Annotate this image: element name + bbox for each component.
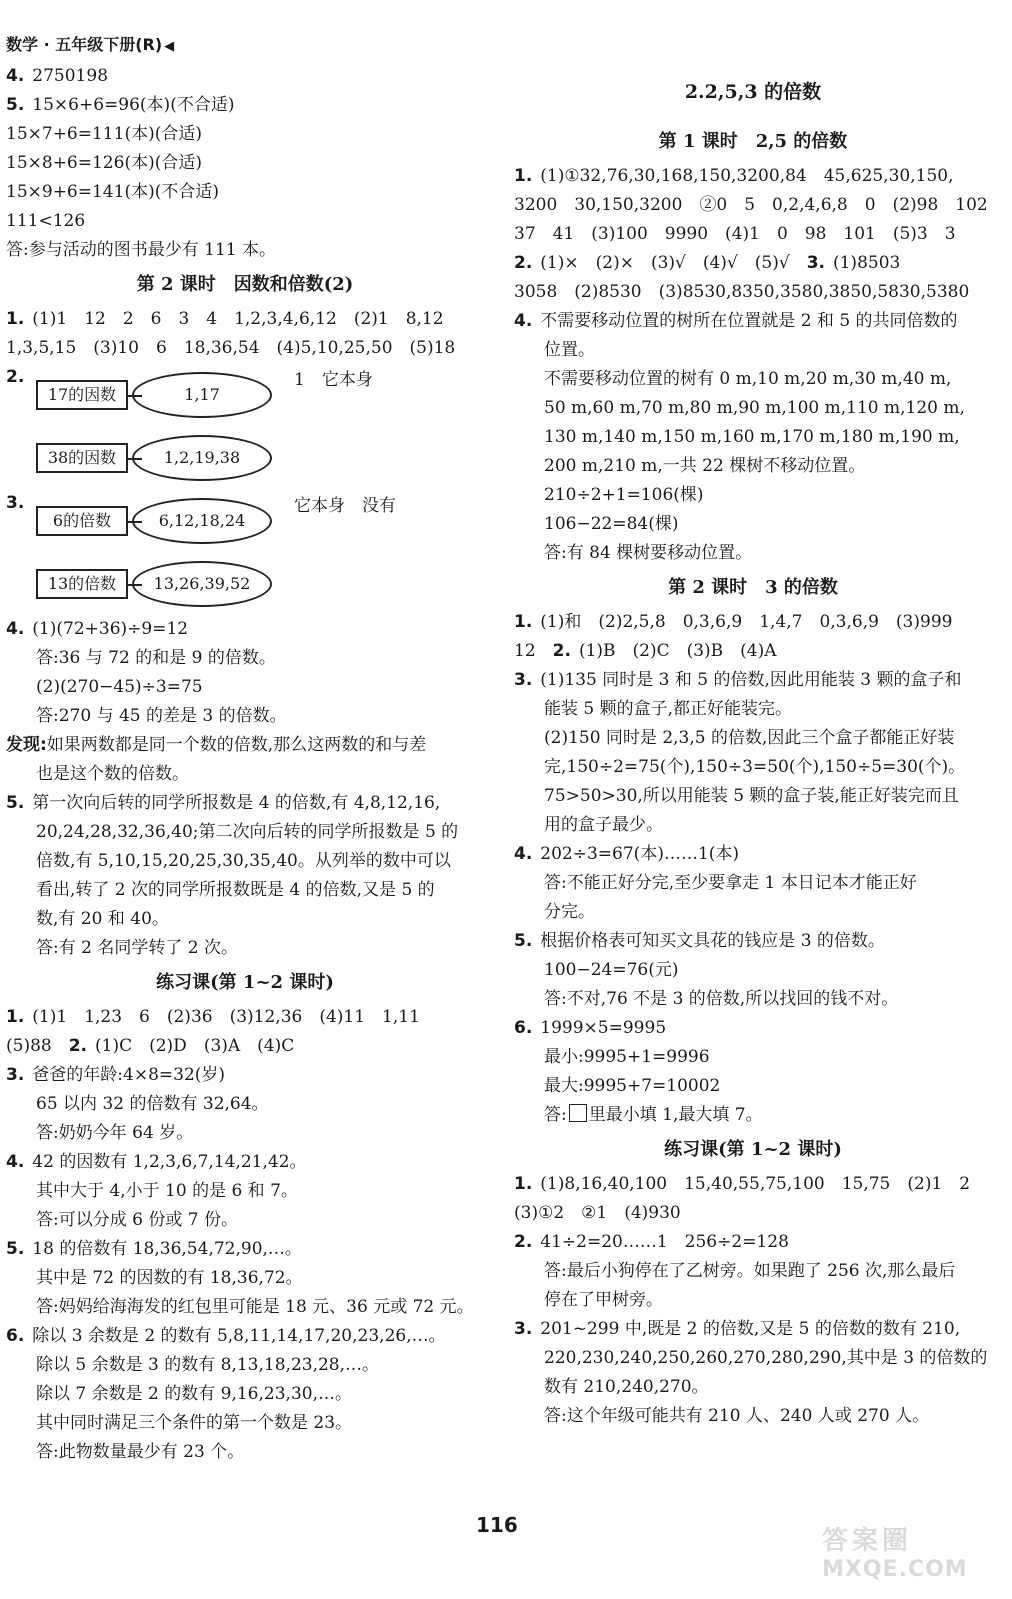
answer-line xyxy=(514,1228,992,1257)
answer-oval: 1,2,19,38 xyxy=(132,435,272,481)
answer-text: 1,3,5,15 (3)10 6 18,36,54 (4)5,10,25,50 (5)18 xyxy=(6,338,456,358)
question-number: 4. xyxy=(6,619,25,639)
answer-line xyxy=(514,539,992,568)
label-bold: 发现: xyxy=(6,735,47,755)
answer-line xyxy=(6,1206,484,1235)
answer-line xyxy=(6,1061,484,1090)
answer-text: 1999×5=9995 xyxy=(540,1018,667,1038)
answer-line xyxy=(6,1177,484,1206)
answer-text: (1)B (2)C (3)B (4)A xyxy=(578,641,777,661)
answer-text: 111<126 xyxy=(6,211,86,231)
answers-block xyxy=(6,305,484,363)
answer-text: 不需要移动位置的树所在位置就是 2 和 5 的共同倍数的 xyxy=(540,311,958,331)
answer-line xyxy=(514,423,992,452)
answer-text: (1)①32,76,30,168,150,3200,84 45,625,30,150, xyxy=(540,166,954,186)
answer-line xyxy=(6,1235,484,1264)
answer-text: 最小:9995+1=9996 xyxy=(544,1047,710,1067)
question-number: 5. xyxy=(6,793,25,813)
lesson-heading: 第 1 课时 2,5 的倍数 xyxy=(658,131,848,152)
answer-line xyxy=(514,724,992,753)
answer-line xyxy=(514,336,992,365)
answer-text: 201~299 中,既是 2 的倍数,又是 5 的倍数的数有 210, xyxy=(540,1319,961,1339)
answers-block xyxy=(6,615,484,963)
answer-line xyxy=(6,1148,484,1177)
answer-text: (1)× (2)× (3)√ (4)√ (5)√ xyxy=(540,253,807,273)
answer-text: 12 xyxy=(514,641,553,661)
answer-text: 130 m,140 m,150 m,160 m,170 m,180 m,190 m, xyxy=(544,427,960,447)
answer-text: 最大:9995+7=10002 xyxy=(544,1076,721,1096)
answer-line xyxy=(514,811,992,840)
answer-text: 答:此物数量最少有 23 个。 xyxy=(36,1442,245,1462)
answer-text: 答:有 2 名同学转了 2 次。 xyxy=(36,938,238,958)
header-title: 数学 · 五年级下册(R) xyxy=(6,35,163,54)
answer-line xyxy=(514,452,992,481)
question-number: 6. xyxy=(514,1018,533,1038)
answer-line xyxy=(6,1409,484,1438)
answer-text: 能装 5 颗的盒子,都正好能装完。 xyxy=(544,699,793,719)
answer-text: 2750198 xyxy=(32,66,109,86)
answer-text: 20,24,28,32,36,40;第二次向后转的同学所报数是 5 的 xyxy=(36,822,459,842)
answer-text: 其中是 72 的因数的有 18,36,72。 xyxy=(36,1268,303,1288)
answer-text: 42 的因数有 1,2,3,6,7,14,21,42。 xyxy=(32,1152,307,1172)
answer-text: 答:有 84 棵树要移动位置。 xyxy=(544,543,753,563)
arrow-left-icon: ◀ xyxy=(164,39,175,54)
answer-text: 第一次向后转的同学所报数是 4 的倍数,有 4,8,12,16, xyxy=(32,793,441,813)
answer-text: 37 41 (3)100 9990 (4)1 0 98 101 (5)3 3 xyxy=(514,224,956,244)
answer-line xyxy=(6,207,484,236)
answer-line xyxy=(514,1014,992,1043)
question-number: 5. xyxy=(6,1239,25,1259)
answer-line xyxy=(6,615,484,644)
answer-line xyxy=(6,1264,484,1293)
answer-line xyxy=(6,702,484,731)
right-column xyxy=(514,62,992,1431)
answer-text: 答:妈妈给海海发的红包里可能是 18 元、36 元或 72 元。 xyxy=(36,1297,474,1317)
answer-line xyxy=(6,1438,484,1467)
answer-text: (1)C (2)D (3)A (4)C xyxy=(95,1036,295,1056)
answer-text: (1)135 同时是 3 和 5 的倍数,因此用能装 3 颗的盒子和 xyxy=(540,670,962,690)
question-number: 3. xyxy=(514,1319,533,1339)
answer-line xyxy=(6,1380,484,1409)
answer-text: 分完。 xyxy=(544,902,595,922)
answer-text: 完,150÷2=75(个),150÷3=50(个),150÷5=30(个)。 xyxy=(544,757,966,777)
answer-line xyxy=(514,1043,992,1072)
question-number: 2. xyxy=(514,253,533,273)
answer-text: 65 以内 32 的倍数有 32,64。 xyxy=(36,1094,269,1114)
answer-text: 其中同时满足三个条件的第一个数是 23。 xyxy=(36,1413,353,1433)
answer-text: 答:最后小狗停在了乙树旁。如果跑了 256 次,那么最后 xyxy=(544,1261,956,1281)
question-number: 2. xyxy=(68,1036,88,1056)
answer-line xyxy=(6,305,484,334)
answer-text: 220,230,240,250,260,270,280,290,其中是 3 的倍数的 xyxy=(544,1348,988,1368)
answer-line xyxy=(6,120,484,149)
answer-line xyxy=(514,782,992,811)
answer-line xyxy=(514,753,992,782)
answer-text: 答:可以分成 6 份或 7 份。 xyxy=(36,1210,238,1230)
watermark-url: MXQE.COM xyxy=(822,1557,968,1582)
answers-block xyxy=(6,1003,484,1467)
answer-text: 其中大于 4,小于 10 的是 6 和 7。 xyxy=(36,1181,298,1201)
answer-text: 15×7+6=111(本)(合适) xyxy=(6,124,202,144)
answer-text: 位置。 xyxy=(544,340,595,360)
answer-line xyxy=(6,1090,484,1119)
question-number: 1. xyxy=(514,612,533,632)
watermark-top: 答案圈 xyxy=(822,1526,913,1556)
answer-line xyxy=(514,927,992,956)
answer-text: (1)1 12 2 6 3 4 1,2,3,4,6,12 (2)1 8,12 xyxy=(32,309,444,329)
answer-line xyxy=(6,149,484,178)
answer-text: 答:36 与 72 的和是 9 的倍数。 xyxy=(36,648,276,668)
answer-line xyxy=(6,876,484,905)
answer-text: 75>50>30,所以用能装 5 颗的盒子装,能正好装完而且 xyxy=(544,786,959,806)
answer-line xyxy=(514,1199,992,1228)
answer-line xyxy=(514,1101,992,1130)
answer-text: (1)8503 xyxy=(832,253,901,273)
section-title: 2.2,5,3 的倍数 xyxy=(684,81,822,103)
label-box: 17的因数 xyxy=(36,380,128,410)
blank-box-icon xyxy=(569,1104,587,1122)
question-number: 2. xyxy=(6,367,25,387)
question-number: 5. xyxy=(514,931,533,951)
answer-text: 除以 7 余数是 2 的数有 9,16,23,30,…。 xyxy=(36,1384,352,1404)
answers-block xyxy=(514,1170,992,1431)
answer-text: 210÷2+1=106(棵) xyxy=(544,485,704,505)
answer-text: 15×9+6=141(本)(不合适) xyxy=(6,182,219,202)
answer-text: 停在了甲树旁。 xyxy=(544,1290,663,1310)
answer-text: 不需要移动位置的树有 0 m,10 m,20 m,30 m,40 m, xyxy=(544,369,952,389)
answer-line xyxy=(6,1322,484,1351)
answer-line xyxy=(6,905,484,934)
label-box: 6的倍数 xyxy=(36,506,128,536)
answer-text: 也是这个数的倍数。 xyxy=(36,764,189,784)
question-number: 3. xyxy=(6,493,25,513)
question-number: 3. xyxy=(514,670,533,690)
answer-text: 答:不能正好分完,至少要拿走 1 本日记本才能正好 xyxy=(544,873,917,893)
lesson-heading: 练习课(第 1~2 课时) xyxy=(156,972,334,993)
question-number: 1. xyxy=(514,1174,533,1194)
answer-line xyxy=(6,1293,484,1322)
answer-line xyxy=(514,1315,992,1344)
answer-text: 3058 (2)8530 (3)8530,8350,3580,3850,5830,5380 xyxy=(514,282,970,302)
answer-line xyxy=(514,162,992,191)
answer-line xyxy=(514,278,992,307)
answer-line xyxy=(514,898,992,927)
answer-text: 答:不对,76 不是 3 的倍数,所以找回的钱不对。 xyxy=(544,989,899,1009)
answer-text: 数,有 20 和 40。 xyxy=(36,909,169,929)
answer-line xyxy=(514,1373,992,1402)
answer-line xyxy=(6,673,484,702)
answer-text: 用的盒子最少。 xyxy=(544,815,663,835)
answer-line xyxy=(514,220,992,249)
answer-oval: 6,12,18,24 xyxy=(132,498,272,544)
answer-text: 答:270 与 45 的差是 3 的倍数。 xyxy=(36,706,287,726)
answer-prefix: 答: xyxy=(544,1105,567,1125)
answer-text: (1)8,16,40,100 15,40,55,75,100 15,75 (2)1 2 xyxy=(540,1174,971,1194)
answer-line xyxy=(6,178,484,207)
answer-line xyxy=(514,985,992,1014)
fill-answer: 它本身 没有 xyxy=(294,496,396,516)
label-box: 13的倍数 xyxy=(36,569,128,599)
page-number: 116 xyxy=(476,1513,518,1537)
answer-oval: 13,26,39,52 xyxy=(132,561,272,607)
answer-text: 数有 210,240,270。 xyxy=(544,1377,709,1397)
answers-block xyxy=(514,608,992,1101)
answer-text: (1)(72+36)÷9=12 xyxy=(32,619,189,639)
answer-line xyxy=(6,1119,484,1148)
answer-line xyxy=(6,91,484,120)
answer-line xyxy=(6,1351,484,1380)
question-number: 4. xyxy=(514,311,533,331)
answer-text: 15×6+6=96(本)(不合适) xyxy=(32,95,235,115)
answer-text: (2)(270−45)÷3=75 xyxy=(36,677,203,697)
question-number: 4. xyxy=(514,844,533,864)
answer-line xyxy=(6,1032,484,1061)
answer-line xyxy=(514,1170,992,1199)
answer-line xyxy=(6,644,484,673)
answer-text: 202÷3=67(本)……1(本) xyxy=(540,844,740,864)
answer-line xyxy=(514,1344,992,1373)
answer-text: 100−24=76(元) xyxy=(544,960,679,980)
answer-text: (2)150 同时是 2,3,5 的倍数,因此三个盒子都能正好装 xyxy=(544,728,955,748)
answer-text: 倍数,有 5,10,15,20,25,30,35,40。从列举的数中可以 xyxy=(36,851,451,871)
answer-text: 除以 5 余数是 3 的数有 8,13,18,23,28,…。 xyxy=(36,1355,380,1375)
answer-text: 答:奶奶今年 64 岁。 xyxy=(36,1123,194,1143)
answer-text: 如果两数都是同一个数的倍数,那么这两数的和与差 xyxy=(46,735,427,755)
answer-line xyxy=(6,760,484,789)
answer-text: 答:这个年级可能共有 210 人、240 人或 270 人。 xyxy=(544,1406,930,1426)
lesson-heading: 第 2 课时 3 的倍数 xyxy=(668,577,838,598)
answer-line xyxy=(514,869,992,898)
lesson-heading: 第 2 课时 因数和倍数(2) xyxy=(136,274,354,295)
question-number: 2. xyxy=(552,641,571,661)
answer-text: 除以 3 余数是 2 的数有 5,8,11,14,17,20,23,26,…。 xyxy=(32,1326,446,1346)
answer-oval: 1,17 xyxy=(132,372,272,418)
answers-block xyxy=(514,162,992,568)
answer-text: (1)1 1,23 6 (2)36 (3)12,36 (4)11 1,11 xyxy=(32,1007,420,1027)
answer-line xyxy=(514,1257,992,1286)
answer-line xyxy=(6,847,484,876)
label-box: 38的因数 xyxy=(36,443,128,473)
factor-multiple-diagram xyxy=(6,363,484,615)
question-number: 4. xyxy=(6,1152,25,1172)
answer-line xyxy=(6,236,484,265)
question-number: 6. xyxy=(6,1326,25,1346)
answer-line xyxy=(6,789,484,818)
question-number: 5. xyxy=(6,95,25,115)
question-number: 1. xyxy=(514,166,533,186)
answer-line xyxy=(514,249,992,278)
answer-text: (3)①2 ②1 (4)930 xyxy=(514,1203,681,1223)
fill-answer: 1 它本身 xyxy=(294,370,373,390)
answer-text: 3200 30,150,3200 ②0 5 0,2,4,6,8 0 (2)98 102 xyxy=(514,195,988,215)
answer-line xyxy=(514,365,992,394)
answer-text: 答:参与活动的图书最少有 111 本。 xyxy=(6,240,276,260)
answer-line xyxy=(514,510,992,539)
answer-text: 106−22=84(棵) xyxy=(544,514,679,534)
answer-line xyxy=(514,608,992,637)
question-number: 1. xyxy=(6,1007,25,1027)
answer-line xyxy=(514,481,992,510)
answer-text: 15×8+6=126(本)(合适) xyxy=(6,153,202,173)
answer-line xyxy=(514,637,992,666)
answer-line xyxy=(514,840,992,869)
answer-line xyxy=(514,394,992,423)
answer-text: 41÷2=20……1 256÷2=128 xyxy=(540,1232,789,1252)
answer-line xyxy=(514,1402,992,1431)
answer-text: 根据价格表可知买文具花的钱应是 3 的倍数。 xyxy=(540,931,885,951)
answer-line xyxy=(6,1003,484,1032)
left-column xyxy=(6,62,484,1467)
answer-text: 爸爸的年龄:4×8=32(岁) xyxy=(32,1065,226,1085)
answer-line xyxy=(514,1072,992,1101)
answer-suffix: 里最小填 1,最大填 7。 xyxy=(588,1105,763,1125)
answer-line xyxy=(514,307,992,336)
answer-text: 18 的倍数有 18,36,54,72,90,…。 xyxy=(32,1239,302,1259)
question-number: 1. xyxy=(6,309,25,329)
answer-line xyxy=(514,695,992,724)
question-number: 3. xyxy=(6,1065,25,1085)
watermark-logo xyxy=(822,1520,968,1582)
answer-line xyxy=(6,934,484,963)
answer-line xyxy=(514,1286,992,1315)
answer-line xyxy=(6,731,484,760)
answer-text: 200 m,210 m,一共 22 棵树不移动位置。 xyxy=(544,456,866,476)
answer-text: (1)和 (2)2,5,8 0,3,6,9 1,4,7 0,3,6,9 (3)999 xyxy=(540,612,953,632)
lesson-heading: 练习课(第 1~2 课时) xyxy=(664,1139,842,1160)
question-number: 3. xyxy=(806,253,825,273)
answer-line xyxy=(514,666,992,695)
answer-text: 看出,转了 2 次的同学所报数既是 4 的倍数,又是 5 的 xyxy=(36,880,435,900)
answer-line xyxy=(514,191,992,220)
answer-line xyxy=(514,956,992,985)
question-number: 2. xyxy=(514,1232,533,1252)
answer-line xyxy=(6,334,484,363)
answer-line xyxy=(6,62,484,91)
question-number: 4. xyxy=(6,66,25,86)
answer-text: 50 m,60 m,70 m,80 m,90 m,100 m,110 m,120 m, xyxy=(544,398,965,418)
answer-text: (5)88 xyxy=(6,1036,69,1056)
answers-block xyxy=(6,62,484,265)
answer-line xyxy=(6,818,484,847)
page-header xyxy=(6,32,174,55)
